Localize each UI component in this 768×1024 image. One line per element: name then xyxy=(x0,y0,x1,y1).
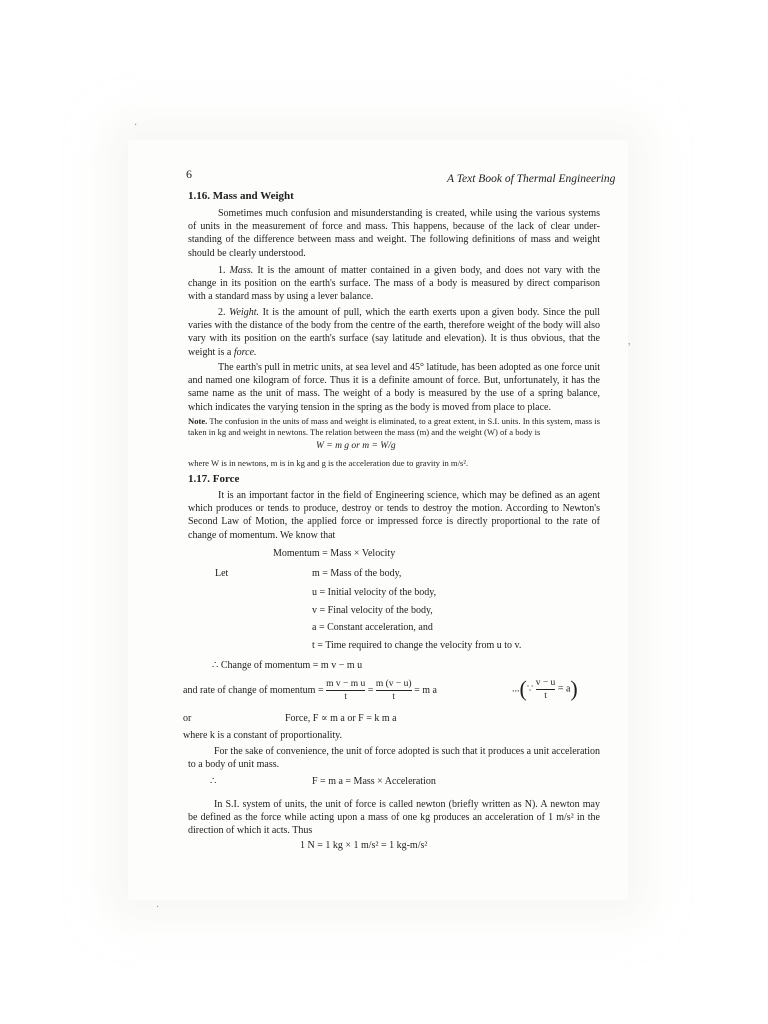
mass-number: 1. xyxy=(218,265,226,276)
side-dots: ... xyxy=(512,683,520,695)
section-heading-force: 1.17. Force xyxy=(188,473,240,485)
newton-equation: 1 N = 1 kg × 1 m/s² = 1 kg-m/s² xyxy=(300,840,428,851)
fraction-2-denominator: t xyxy=(392,692,396,702)
paragraph-mass-definition xyxy=(188,264,600,304)
let-label: Let xyxy=(215,568,229,579)
change-of-momentum-equation: ∴ Change of momentum = m v − m u xyxy=(212,660,363,671)
paragraph-mass-weight-intro: Sometimes much confusion and misunderstanding is created, while using the various systems of units in the measurement of force and mass. This happens, because of the lack of clear under-standing of the difference between mass and weight. The following definitions of mass and weight should be clearly understood. xyxy=(188,208,600,259)
page-number: 6 xyxy=(186,167,192,181)
force-mass-acceleration-equation: F = m a = Mass × Acceleration xyxy=(312,776,436,787)
running-head: A Text Book of Thermal Engineering xyxy=(447,173,616,185)
rate-of-change-equation xyxy=(183,678,437,703)
mass-term: Mass. xyxy=(229,265,254,276)
scan-speck: · xyxy=(156,902,160,913)
paragraph-force-intro: It is an important factor in the field of Engineering science, which may be defined as an agent which produces or tends to produce, destroy or tends to destroy the motion. According to Newton's Second Law of Motion, the applied force or impressed force is directly proportional to the rate of change of momentum. We know that xyxy=(188,490,600,541)
therefore-symbol: ∴ xyxy=(210,776,217,787)
side-relation: ...(∵ $\frac{v - u}{t}$ = a) xyxy=(512,676,578,701)
or-label: or xyxy=(183,713,192,724)
mass-weight-equation: W = m g or m = W/g xyxy=(316,441,396,451)
fraction-m-v-minus-u-over-t xyxy=(376,678,412,703)
scan-speck: , xyxy=(628,336,631,347)
section-heading-mass-weight: 1.16. Mass and Weight xyxy=(188,190,294,202)
momentum-equation: Momentum = Mass × Velocity xyxy=(273,548,396,559)
paragraph-newton-definition: In S.I. system of units, the unit of force is called newton (briefly written as N). A newton may be defined as the force while acting upon a mass of one kg produces an acceleration of 1 m/s² in the direction of which it acts. Thus xyxy=(188,799,600,837)
where-k-clause: where k is a constant of proportionality. xyxy=(183,730,343,741)
rate-result: = m a xyxy=(414,684,437,696)
side-result: = a xyxy=(557,683,571,695)
paragraph-unit-force-convenience: For the sake of convenience, the unit of force adopted is such that it produces a unit acceleration to a body of unit mass. xyxy=(188,746,600,771)
mass-text: It is the amount of matter contained in a given body, and does not vary with the change in its position on the earth's surface. The mass of a body is measured by direct comparison with a standard mass by using a lever balance. xyxy=(188,265,601,303)
definition-acceleration: a = Constant acceleration, and xyxy=(312,622,433,633)
side-fraction xyxy=(536,677,556,702)
weight-term: Weight. xyxy=(229,307,259,318)
rate-label: and rate of change of momentum = xyxy=(183,684,324,696)
weight-number: 2. xyxy=(218,307,226,318)
side-fraction-numerator: v − u xyxy=(535,677,556,688)
fraction-1-numerator: m v − m u xyxy=(326,679,366,689)
fraction-1-denominator: t xyxy=(344,692,347,702)
paragraph-kilogram-force: The earth's pull in metric units, at sea level and 45° latitude, has been adopted as one force unit and named one kilogram of force. Thus it is a definite amount of force. But, unfortunately, it has the same name as the unit of mass. The weight of a body is measured by the use of a spring balance, which indicates the varying tension in the spring as the body is moved from place to place. xyxy=(188,362,600,413)
definition-final-velocity: v = Final velocity of the body, xyxy=(312,605,433,616)
definition-initial-velocity: u = Initial velocity of the body, xyxy=(312,587,437,598)
weight-text: It is the amount of pull, which the earth exerts upon a given body. Since the pull varies with the distance of the body from the centre of the earth, therefore weight of the body will also vary with its position on the earth's surface (say latitude and elevation). It is thus obvious, that the weight is a xyxy=(188,307,601,358)
definition-mass: m = Mass of the body, xyxy=(312,568,402,579)
fraction-mv-mu-over-t xyxy=(326,678,365,703)
fraction-2-numerator: m (v − u) xyxy=(375,679,412,689)
definition-time: t = Time required to change the velocity from u to v. xyxy=(312,640,522,651)
note-label: Note. xyxy=(188,416,208,426)
scan-speck: · xyxy=(134,120,138,131)
equals-sign: = xyxy=(367,684,374,696)
note-text: The confusion in the units of mass and weight is eliminated, to a great extent, in S.I. units. In this system, mass is taken in kg and weight in newtons. The relation between the mass (m) and the weight (W) of a body is xyxy=(188,416,600,437)
note-paragraph xyxy=(188,416,600,438)
paragraph-weight-definition xyxy=(188,306,600,359)
side-fraction-denominator: t xyxy=(544,690,547,701)
note-where-clause: where W is in newtons, m is in kg and g is the acceleration due to gravity in m/s². xyxy=(188,458,469,468)
weight-force-word: force. xyxy=(233,346,257,358)
force-proportionality-equation: Force, F ∝ m a or F = k m a xyxy=(285,713,397,724)
